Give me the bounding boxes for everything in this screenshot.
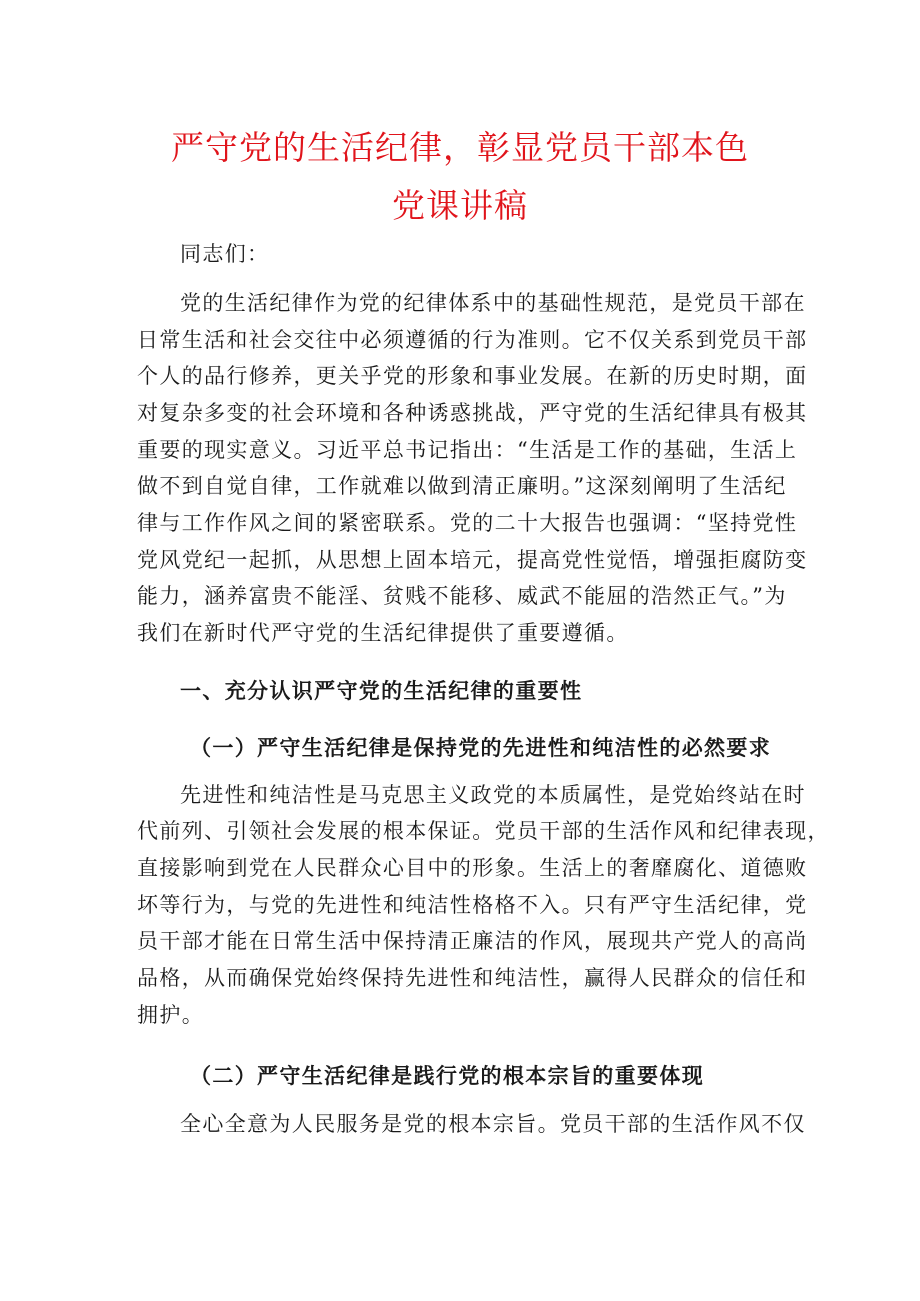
paragraph-line: 个人的品行修养，更关乎党的形象和事业发展。在新的历史时期，面 — [137, 364, 808, 388]
document-subtitle: 党课讲稿 — [392, 186, 528, 225]
subsection-heading: （二）严守生活纪律是践行党的根本宗旨的重要体现 — [190, 1063, 705, 1088]
paragraph-line: 做不到自觉自律，工作就难以做到清正廉明。”这深刻阐明了生活纪 — [137, 474, 787, 498]
paragraph-line: 先进性和纯洁性是马克思主义政党的本质属性，是党始终站在时 — [180, 783, 806, 807]
salutation: 同志们： — [180, 242, 270, 266]
paragraph-line: 员干部才能在日常生活中保持清正廉洁的作风，展现共产党人的高尚 — [137, 929, 808, 953]
paragraph-line: 对复杂多变的社会环境和各种诱惑挑战，严守党的生活纪律具有极其 — [137, 401, 808, 425]
paragraph-line: 坏等行为，与党的先进性和纯洁性格格不入。只有严守生活纪律，党 — [137, 893, 808, 917]
paragraph-line: 我们在新时代严守党的生活纪律提供了重要遵循。 — [137, 621, 629, 645]
paragraph-line: 直接影响到党在人民群众心目中的形象。生活上的奢靡腐化、道德败 — [137, 856, 808, 880]
paragraph-line: 能力，涵养富贵不能淫、贫贱不能移、威武不能屈的浩然正气。”为 — [137, 584, 787, 608]
section-heading: 一、充分认识严守党的生活纪律的重要性 — [180, 678, 583, 703]
paragraph-line: 品格，从而确保党始终保持先进性和纯洁性，赢得人民群众的信任和 — [137, 966, 808, 990]
paragraph-line: 全心全意为人民服务是党的根本宗旨。党员干部的生活作风不仅 — [180, 1112, 806, 1136]
paragraph-line: 律与工作作风之间的紧密联系。党的二十大报告也强调：“坚持党性 — [137, 511, 798, 535]
paragraph-line: 党风党纪一起抓，从思想上固本培元，提高党性觉悟，增强拒腐防变 — [137, 548, 808, 572]
paragraph-line: 党的生活纪律作为党的纪律体系中的基础性规范，是党员干部在 — [180, 291, 806, 315]
paragraph-line: 日常生活和社会交往中必须遵循的行为准则。它不仅关系到党员干部 — [137, 328, 808, 352]
paragraph-line: 重要的现实意义。习近平总书记指出：“生活是工作的基础，生活上 — [137, 438, 798, 462]
paragraph-line: 代前列、引领社会发展的根本保证。党员干部的生活作风和纪律表现， — [137, 819, 830, 843]
subsection-heading: （一）严守生活纪律是保持党的先进性和纯洁性的必然要求 — [190, 735, 772, 760]
document-title: 严守党的生活纪律，彰显党员干部本色 — [171, 128, 749, 167]
paragraph-line: 拥护。 — [137, 1003, 205, 1027]
